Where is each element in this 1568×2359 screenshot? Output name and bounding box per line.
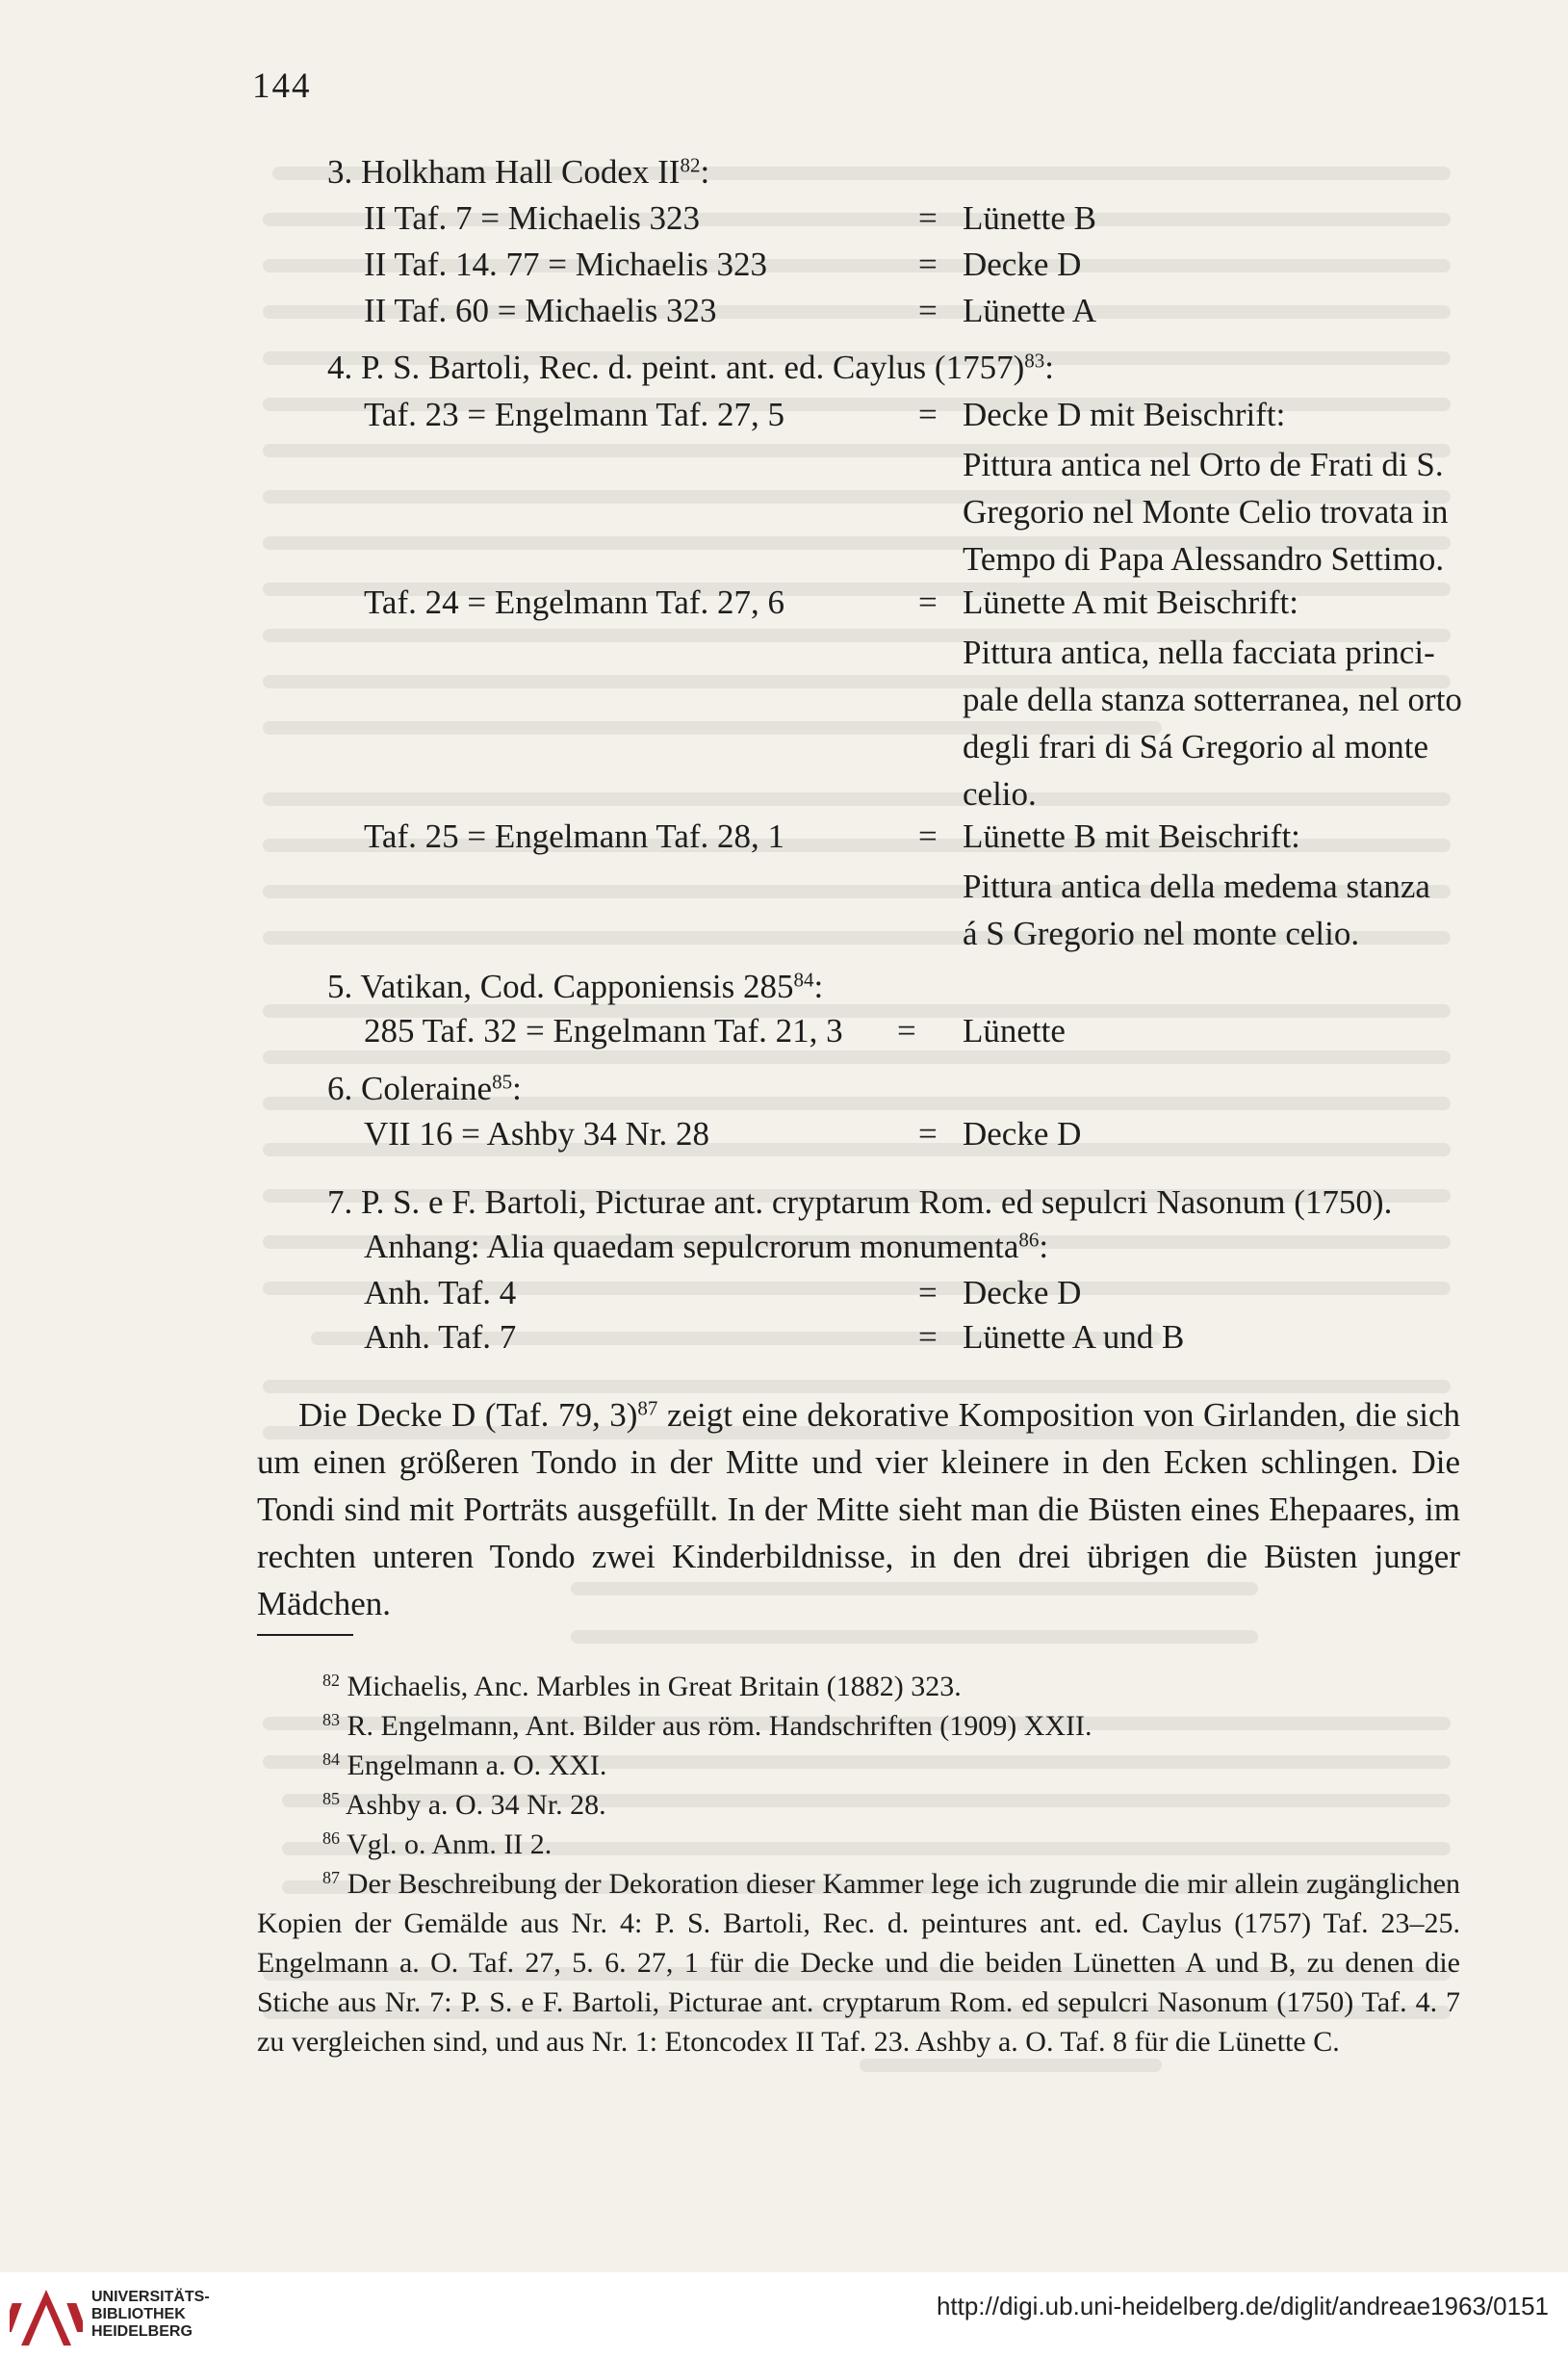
page-number: 144	[252, 66, 312, 106]
entry-heading: 5. Vatikan, Cod. Capponiensis $285^{84}$:	[327, 968, 824, 1005]
equals-sign: =	[918, 1115, 938, 1153]
footnotes	[257, 1667, 1460, 2061]
concordance-right: Lünette A	[963, 292, 1096, 329]
footnote: $^{85}$ Ashby a. O. 34 Nr. 28.	[322, 1789, 606, 1821]
concordance-right: Lünette B mit Beischrift:	[963, 817, 1300, 855]
entry-heading: 3. Holkham Hall Codex II$^{82}$:	[327, 153, 710, 191]
equals-sign: =	[918, 199, 938, 237]
inscription-line: degli frari di Sá Gregorio al monte	[963, 728, 1429, 765]
concordance-right: Lünette A mit Beischrift:	[963, 583, 1298, 621]
footnote: $^{83}$ R. Engelmann, Ant. Bilder aus röm. Handschriften (1909) XXII.	[322, 1710, 1092, 1742]
source-url-link[interactable]: http://digi.ub.uni-heidelberg.de/diglit/andreae1963/0151	[936, 2292, 1549, 2320]
concordance-left: II Taf. 60 = Michaelis 323	[364, 292, 717, 329]
concordance-right: Decke D mit Beischrift:	[963, 396, 1286, 433]
footnote-ref: 83	[1024, 349, 1045, 373]
footnote: $^{86}$ Vgl. o. Anm. II 2.	[322, 1828, 553, 1860]
concordance-right: Decke D	[963, 1274, 1082, 1311]
concordance-left: Taf. 24 = Engelmann Taf. 27, 6	[364, 583, 785, 621]
footnote-ref: 84	[793, 968, 814, 992]
equals-sign: =	[897, 1012, 916, 1050]
footnote: $^{87}$ Der Beschreibung der Dekoration dieser Kammer lege ich zugrunde die mir allein zugänglichen Kopien der Gemälde aus Nr. 4: P. S. Bartoli, Rec. d. peintures ant. ed. Caylus (1757) Taf. 23–25. Engelmann a. O. Taf. 27, 5. 6. 27, 1 für die Decke und die beiden Lünetten A und B, zu denen die Stiche aus Nr. 7: P. S. e F. Bartoli, Picturae ant. cryptarum Rom. ed sepulcri Nasonum (1750) Taf. 4. 7 zu vergleichen sind, und aus Nr. 1: Etoncodex II Taf. 23. Ashby a. O. Taf. 8 für die Lünette C.	[257, 1868, 1461, 2058]
concordance-left: Taf. 25 = Engelmann Taf. 28, 1	[364, 817, 785, 855]
entry-heading: 4. P. S. Bartoli, Rec. d. peint. ant. ed. Caylus $(1757)^{83}$:	[327, 349, 1054, 386]
concordance-left: Taf. 23 = Engelmann Taf. 27, 5	[364, 396, 785, 433]
concordance-left: Anh. Taf. 4	[364, 1274, 517, 1311]
concordance-left: II Taf. 7 = Michaelis 323	[364, 199, 701, 237]
concordance-right: Lünette	[963, 1012, 1066, 1050]
equals-sign: =	[918, 246, 938, 283]
anhang-line: Anhang: Alia quaedam sepulcrorum monumenta$^{86}$:	[364, 1228, 1049, 1265]
concordance-right: Lünette B	[963, 199, 1096, 237]
footnote-ref: 82	[680, 153, 701, 177]
equals-sign: =	[918, 1318, 938, 1356]
inscription-line: celio.	[963, 775, 1037, 813]
equals-sign: =	[918, 817, 938, 855]
inscription-line: á S Gregorio nel monte celio.	[963, 915, 1360, 952]
equals-sign: =	[918, 292, 938, 329]
equals-sign: =	[918, 1274, 938, 1311]
footnote: $^{84}$ Engelmann a. O. XXI.	[322, 1750, 607, 1781]
inscription-line: Pittura antica della medema stanza	[963, 868, 1430, 905]
inscription-line: Pittura antica nel Orto de Frati di S.	[963, 446, 1444, 483]
inscription-line: Gregorio nel Monte Celio trovata in	[963, 493, 1449, 531]
concordance-left: 285 Taf. 32 = Engelmann Taf. 21, 3	[364, 1012, 843, 1050]
library-name: UNIVERSITÄTS- BIBLIOTHEK HEIDELBERG	[91, 2289, 210, 2340]
library-logo-icon[interactable]	[10, 2284, 83, 2356]
concordance-right: Lünette A und B	[963, 1318, 1185, 1356]
footnote-ref: 86	[1018, 1228, 1040, 1252]
footnote-rule	[257, 1634, 353, 1636]
footnote-ref: 85	[492, 1070, 513, 1094]
concordance-left: II Taf. 14. 77 = Michaelis 323	[364, 246, 768, 283]
inscription-line: pale della stanza sotterranea, nel orto	[963, 681, 1462, 718]
concordance-right: Decke D	[963, 246, 1082, 283]
body-paragraph: Die Decke D (Taf. 79, 3)$^{87}$ zeigt eine dekorative Komposition von Girlanden, die sich um einen größeren Tondo in der Mitte und vier kleinere in den Ecken schlingen. Die Tondi sind mit Porträts ausgefüllt. In der Mitte sieht man die Büsten eines Ehepaares, im rechten unteren Tondo zwei Kinderbildnisse, in den drei übrigen die Büsten junger Mädchen.	[257, 1396, 1460, 1622]
entry-heading: 7. P. S. e F. Bartoli, Picturae ant. cryptarum Rom. ed sepulcri Nasonum (1750).	[327, 1183, 1393, 1221]
footnote: $^{82}$ Michaelis, Anc. Marbles in Great Britain (1882) 323.	[322, 1671, 962, 1702]
concordance-left: Anh. Taf. 7	[364, 1318, 517, 1356]
entry-heading: 6. Coleraine$^{85}$:	[327, 1070, 522, 1107]
concordance-right: Decke D	[963, 1115, 1082, 1153]
footnote-ref: 87	[637, 1396, 658, 1420]
equals-sign: =	[918, 583, 938, 621]
inscription-line: Tempo di Papa Alessandro Settimo.	[963, 540, 1445, 578]
equals-sign: =	[918, 396, 938, 433]
concordance-left: VII 16 = Ashby 34 Nr. 28	[364, 1115, 710, 1153]
inscription-line: Pittura antica, nella facciata princi-	[963, 634, 1435, 671]
